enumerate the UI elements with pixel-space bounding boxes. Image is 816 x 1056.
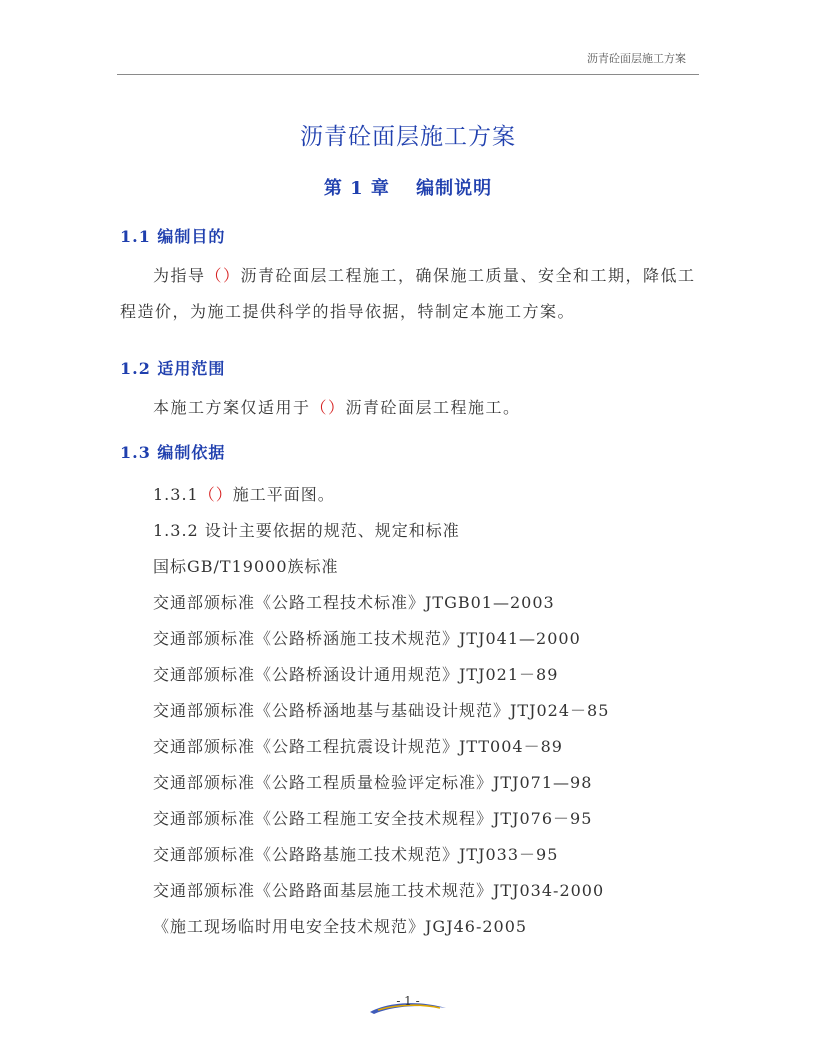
document-title: 沥青砼面层施工方案	[300, 124, 516, 150]
blank-placeholder: （）	[310, 398, 346, 417]
standard-item: 交通部颁标准《公路工程质量检验评定标准》JTJ071—98	[153, 773, 593, 792]
section-paragraph-1-2	[120, 390, 698, 426]
section-heading-1-1: 1.1 编制目的	[120, 227, 226, 246]
standard-item: 交通部颁标准《公路工程抗震设计规范》JTT004－89	[153, 737, 563, 756]
running-header: 沥青砼面层施工方案	[587, 52, 686, 65]
section-paragraph-1-1	[120, 258, 698, 330]
header-divider	[117, 74, 699, 75]
standard-item: 交通部颁标准《公路工程施工安全技术规程》JTJ076－95	[153, 809, 593, 828]
paragraph-text: 本施工方案仅适用于	[153, 398, 311, 417]
standard-item: 交通部颁标准《公路桥涵设计通用规范》JTJ021－89	[153, 665, 559, 684]
page-footer	[0, 990, 816, 1009]
blank-placeholder: （）	[198, 485, 233, 504]
page-number: - 1 -	[396, 994, 420, 1008]
standard-item: 交通部颁标准《公路桥涵施工技术规范》JTJ041—2000	[153, 629, 581, 648]
section-heading-1-3: 1.3 编制依据	[120, 443, 226, 462]
blank-placeholder: （）	[205, 266, 241, 285]
list-item-1-3-2: 1.3.2 设计主要依据的规范、规定和标准	[153, 521, 460, 540]
standard-item: 国标GB/T19000族标准	[153, 557, 339, 576]
standard-item: 交通部颁标准《公路工程技术标准》JTGB01—2003	[153, 593, 555, 612]
standard-item: 交通部颁标准《公路路面基层施工技术规范》JTJ034-2000	[153, 881, 605, 900]
standard-item: 《施工现场临时用电安全技术规范》JGJ46-2005	[153, 917, 528, 936]
item-text: 施工平面图。	[232, 485, 335, 504]
standard-item: 交通部颁标准《公路桥涵地基与基础设计规范》JTJ024－85	[153, 701, 610, 720]
paragraph-text: 沥青砼面层工程施工。	[345, 398, 521, 417]
item-number: 1.3.1	[153, 485, 199, 504]
standard-item: 交通部颁标准《公路路基施工技术规范》JTJ033－95	[153, 845, 559, 864]
section-heading-1-2: 1.2 适用范围	[120, 359, 226, 378]
chapter-heading: 第 1 章 编制说明	[323, 178, 493, 199]
paragraph-text: 沥青砼面层工程施工，确保施工质量、安全和工期，降低工程造价，为施工提供科学的指导依据，特制定本施工方案。	[120, 266, 696, 321]
paragraph-text: 为指导	[153, 266, 206, 285]
list-item-1-3-1	[153, 482, 335, 505]
